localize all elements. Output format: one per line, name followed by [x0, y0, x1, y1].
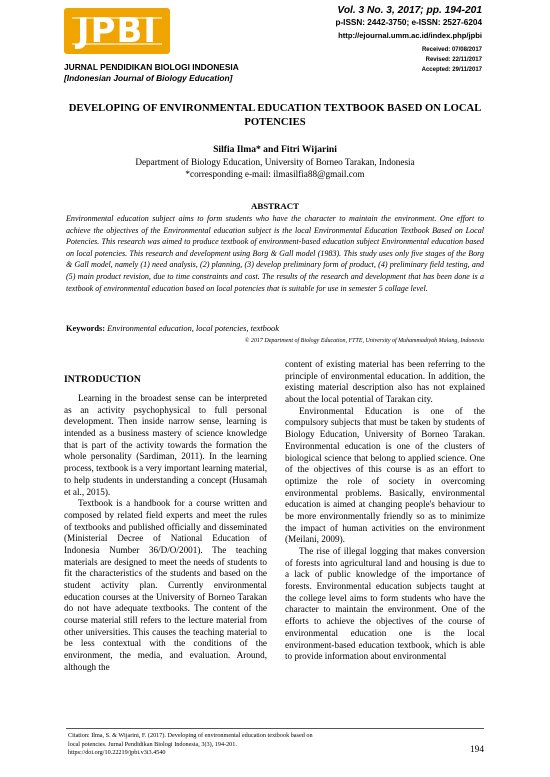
- introduction-heading: INTRODUCTION: [64, 374, 141, 385]
- revised-date: Revised: 22/11/2017: [425, 57, 482, 63]
- corresponding-email: *corresponding e-mail: ilmasilfia88@gmail.com: [185, 169, 365, 179]
- keywords-list: Environmental education, local potencies, textbook: [107, 324, 279, 333]
- keywords: [66, 324, 484, 333]
- logo-text: JPBI: [76, 11, 158, 51]
- page-number: 194: [469, 745, 484, 755]
- journal-subtitle: [Indonesian Journal of Biology Education]: [64, 73, 233, 83]
- left-column: [64, 393, 267, 674]
- keywords-label: Keywords:: [66, 324, 106, 333]
- affiliation: Department of Biology Education, University of Borneo Tarakan, Indonesia: [135, 157, 415, 167]
- issn-info: p-ISSN: 2442-3750; e-ISSN: 2527-6204: [335, 18, 482, 27]
- right-column: [285, 359, 485, 663]
- volume-info: Vol. 3 No. 3, 2017; pp. 194-201: [337, 5, 482, 16]
- abstract-text: Environmental education subject aims to form students who have the character to maintain the environment. One effort to achieve the objectives of the Environmental education subject is the local Environmental Education Textbook Based on Local Potencies. This research was aimed to produce textbook of environment-based education subject Environmental education based on local potencies. This research and development using Borg & Gall model (1983). This study uses only five stages of the Borg & Gall model, namely (1) need analysis, (2) planning, (3) develop preliminary form of product, (4) preliminary field testing, and (5) main product revision, due to time constraints and cost. The results of the research and development that has been done is a textbook of environmental education based on local potencies that is suitable for use in semester 5 collage level.: [66, 214, 484, 293]
- body-paragraph: content of existing material has been referring to the principle of environmental education. In addition, the existing material description also has not explained about the local potential of Tarakan city.: [285, 359, 485, 405]
- received-date: Received: 07/08/2017: [421, 47, 482, 53]
- article-title: DEVELOPING OF ENVIRONMENTAL EDUCATION TEXTBOOK BASED ON LOCAL POTENCIES: [68, 103, 482, 128]
- copyright-notice: © 2017 Department of Biology Education, FTTE, University of Muhammadiyah Malang, Indonesia: [244, 338, 484, 344]
- citation-line: local potencies. Jurnal Pendidikan Biologi Indonesia, 3(3), 194-201.: [68, 740, 237, 748]
- citation-block: [68, 732, 398, 758]
- citation-line: Citation: Ilma, S. & Wijarini, F. (2017). Developing of environmental education textbook based on: [68, 732, 313, 739]
- accepted-date: Accepted: 29/11/2017: [421, 67, 482, 73]
- body-paragraph: The rise of illegal logging that makes conversion of forests into agricultural land and housing is due to a lack of public knowledge of the importance of forests. Environmental education subjects taught at the college level aims to form students who have the character to maintain the environment. One of the efforts to achieve the objectives of the course of environmental education one is the local environment-based education textbook, which is able to provide information about environmental: [285, 546, 485, 662]
- authors: Silfia Ilma* and Fitri Wijarini: [213, 144, 337, 155]
- abstract-heading: ABSTRACT: [251, 201, 299, 211]
- journal-logo: [64, 8, 170, 54]
- body-paragraph: Learning in the broadest sense can be interpreted as an activity psychophysical to full personal development. Then inside narrow sense, learning is intended as a business mastery of science knowledge that is part of the activity towards the formation the whole personality (Sardiman, 2011). In the learning process, textbook is a very important learning material, to help students in understanding a concept (Husamah et al., 2015).: [64, 393, 267, 497]
- journal-name: JURNAL PENDIDIKAN BIOLOGI INDONESIA: [64, 62, 239, 72]
- citation-doi-link[interactable]: https://doi.org/10.22219/jpbi.v3i3.4540: [68, 749, 166, 757]
- body-paragraph: Environmental Education is one of the compulsory subjects that must be taken by students of Biology Education, University of Borneo Tarakan. Environmental education is one of the clusters of biological science that belong to applied science. One of the objectives of this course is as an effort to optimize the role of society in overcoming environmental problems. Basically, environmental education is aimed at changing people's behaviour to be more environmentally friendly so as to minimize the impact of human activities on the environment (Meilani, 2009).: [285, 405, 485, 545]
- journal-url[interactable]: http://ejournal.umm.ac.id/index.php/jpbi: [338, 31, 482, 40]
- footer-divider: [66, 728, 484, 729]
- body-paragraph: Textbook is a handbook for a course written and composed by related field experts and meet the rules of textbooks and published officially and disseminated (Ministerial Decree of National Education of Indonesia Number 36/D/O/2001). The teaching materials are designed to meet the needs of students to fit the characteristics of the students and based on the student activity plan. Currently environmental education courses at the University of Borneo Tarakan do not have adequate textbooks. The content of the course material still refers to the lecture material from other universities. This causes the teaching material to be less contextual with the conditions of the environment, the media, and evaluation. Around, although the: [64, 498, 267, 672]
